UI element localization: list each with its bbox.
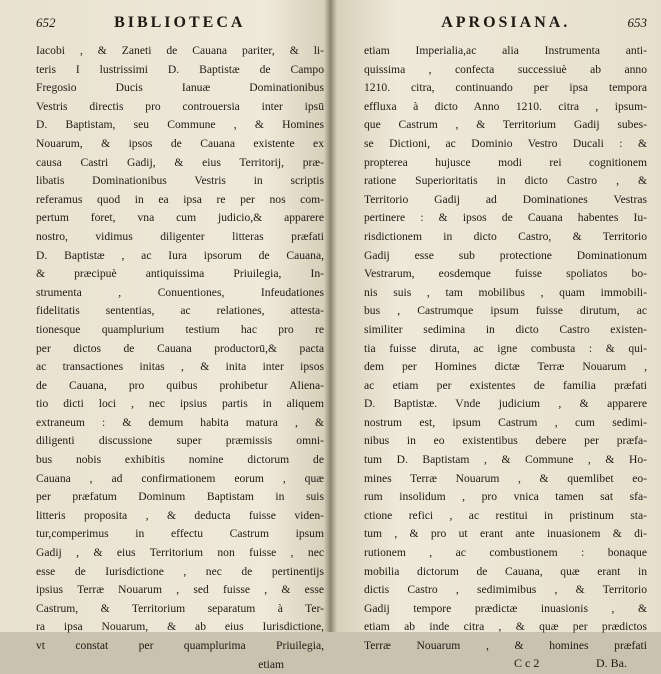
text-line: rutionem , ac combustionem : bonaque (364, 546, 647, 560)
text-line: bus , Castrumque ipsum fuisse dirutum, ac (364, 304, 647, 318)
text-line: propterea hujusce modi rei cognitionem (364, 155, 647, 169)
text-line: Vestrarum, eosdemque fuisse spoliatos bo- (364, 267, 647, 281)
text-line: litteris proposita , & deducta fuisse viden- (36, 508, 324, 522)
text-line: pertum foret, vna cum judicio,& apparere (36, 211, 324, 225)
text-line: bus nobis exhibitis nomine dictorum de (36, 453, 324, 467)
text-line: strumenta , Conuentiones, Infeudationes (36, 285, 324, 299)
text-line: libatis Dominationibus Vestris in scriptis (36, 174, 324, 188)
text-line: ratione Superioritatis in dicto Castro , & (364, 174, 647, 188)
right-catchword: D. Ba. (596, 655, 627, 670)
text-line: Castrum, & Territorium separatum à Ter- (36, 601, 324, 615)
text-line: esse de Iurisdictione , nec de pertinentijs (36, 564, 324, 578)
text-line: tum , & pro ut erant ante inuasionem & di- (364, 527, 647, 541)
text-line: ac etiam per existentes de familia præfati (364, 378, 647, 392)
text-line: & præcipuè antiquissima Priuilegia, In- (36, 267, 324, 281)
left-page-header (36, 14, 324, 38)
text-line: per dictos de Cauana productorū,& pacta (36, 341, 324, 355)
text-line: causa Castri Gadij, & eius Territorij, præ- (36, 155, 324, 169)
right-page (332, 0, 661, 670)
text-line: dem per Homines dictæ Terræ Nouarum , (364, 360, 647, 374)
text-line: extraneum : & demum habita matura , & (36, 415, 324, 429)
text-line: ac transactiones initas , & inita inter ipsos (36, 360, 324, 374)
text-line: mines Terræ Nouarum , & quemlibet eo- (364, 471, 647, 485)
right-page-header (364, 14, 647, 38)
signature-mark: C c 2 (514, 655, 540, 670)
text-line: se Dictioni, ac Dominio Vestro Ducali : & (364, 136, 647, 150)
text-line: D. Baptistæ , ac Iura ipsorum de Cauana, (36, 248, 324, 262)
text-line: nibus in eo existentibus debere per præfa- (364, 434, 647, 448)
text-line: diligenti discussione super præmissis omni- (36, 434, 324, 448)
text-line: Nouarum, & ipsos de Cauana existente ex (36, 136, 324, 150)
text-line: vt constat per quamplurima Priuilegia, (36, 639, 324, 652)
text-line: Territorio Gadij ad Dominationes Vestras (364, 192, 647, 206)
text-line: per præfatum Dominum Baptistam in suis (36, 490, 324, 504)
right-page-text (364, 42, 647, 656)
text-line: tum D. Baptistam , & Commune , & Ho- (364, 453, 647, 467)
text-line: quissima , confecta successiuè ab anno (364, 62, 647, 76)
text-line: 1210. citra, continuando per ipsa tempora (364, 81, 647, 95)
text-line: ctione refici , ac restitui in pristinum sta- (364, 508, 647, 522)
text-line: tionesque quamplurium testium hac pro re (36, 322, 324, 336)
text-line: similiter sedimina in dicto Castro existen- (364, 322, 647, 336)
text-line: rum insolidum , pro vnica tamen sat sfa- (364, 490, 647, 504)
left-page (0, 0, 328, 671)
text-line: fidelitatis sententias, ac relationes, attesta- (36, 304, 324, 318)
text-line: tia fuisse diruta, ac igne combusta : & qui- (364, 341, 647, 355)
left-catchword: etiam (258, 657, 284, 671)
text-line: dictis Castro , sedimimibus , & Territorio (364, 583, 647, 597)
text-line: nostro, vidimus diligenter litteras præfati (36, 229, 324, 243)
text-line: tur,comperimus in effectu Castrum ipsum (36, 527, 324, 541)
text-line: D. Baptistæ. Vnde judicium , & apparere (364, 397, 647, 411)
text-line: Cauana , ad confirmationem eorum , quæ (36, 471, 324, 485)
text-line: Terræ Nouarum , & homines præfati (364, 639, 647, 652)
text-line: tio dicti loci , nec ipsius partis in aliquem (36, 397, 324, 411)
left-running-head: BIBLIOTECA (114, 14, 246, 31)
text-line: que Castrum , & Territorium Gadij subes- (364, 118, 647, 132)
text-line: ipsius Terræ Nouarum , sed fuisse , & esse (36, 583, 324, 597)
right-running-head: APROSIANA. (441, 14, 571, 31)
text-line: nostrum est, ipsum Castrum , cum sedimi- (364, 415, 647, 429)
text-line: risdictionem in dicto Castro, & Territorio (364, 229, 647, 243)
text-line: Vestris directis pro controuersia inter ipsū (36, 99, 324, 113)
text-line: referamus quod in ea ipsa re per nos com- (36, 192, 324, 206)
text-line: nis suis , tam mobilibus , quam immobili- (364, 285, 647, 299)
right-page-number: 653 (627, 15, 647, 30)
text-line: effluxa à dicto Anno 1210. citra , ipsum- (364, 99, 647, 113)
text-line: D. Baptistam, seu Commune , & Homines (36, 118, 324, 132)
text-line: Fregosio Ducis Ianuæ Dominationibus (36, 81, 324, 95)
text-line: Gadij tempore prædictæ inuasionis , & (364, 601, 647, 615)
text-line: mobilia dictorum de Cauana, quæ erant in (364, 564, 647, 578)
right-page-footer (364, 656, 647, 671)
text-line: etiam ab inde citra , & quæ per prædictos (364, 620, 647, 634)
text-line: teris I lustrissimi D. Baptistæ de Campo (36, 62, 324, 76)
text-line: pertinere : & ipsos de Cauana habentes Iu- (364, 211, 647, 225)
text-line: Gadij esse sub protectione Dominationum (364, 248, 647, 262)
left-page-text (36, 42, 324, 656)
text-line: Iacobi , & Zaneti de Cauana pariter, & li- (36, 44, 324, 57)
left-page-number: 652 (36, 15, 56, 30)
text-line: ra ipsa Nouarum, & ab eius Iurisdictione, (36, 620, 324, 634)
text-line: Gadij , & eius Territorium non fuisse , nec (36, 546, 324, 560)
text-line: de Cauana, pro quibus prohibetur Aliena- (36, 378, 324, 392)
text-line: etiam Imperialia,ac alia Instrumenta anti- (364, 44, 647, 57)
